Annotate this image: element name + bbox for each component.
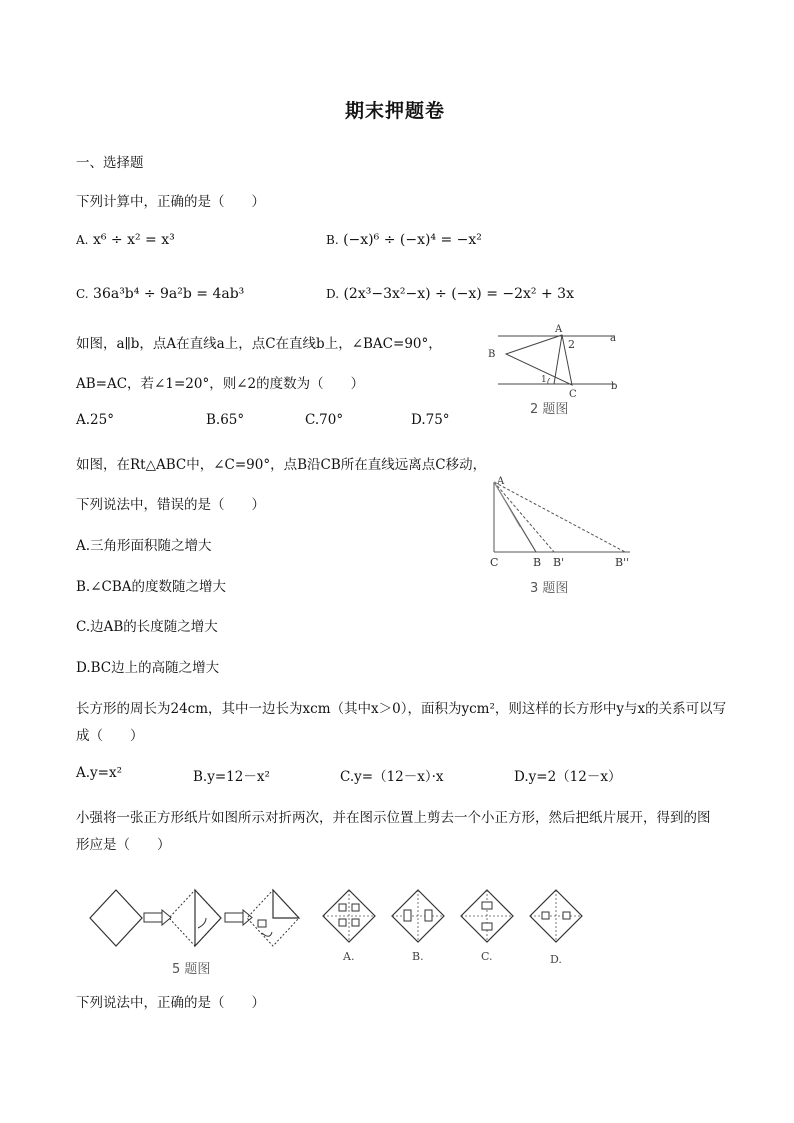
figure-5-choices: [315, 880, 595, 975]
arrow-2: [225, 913, 243, 922]
question-4-option-c: C.y=（12－x）·x: [340, 769, 444, 785]
question-2-option-a: A.25°: [76, 412, 114, 428]
question-2-stem-line1: 如图，a∥b，点A在直线a上，点C在直线b上，∠BAC=90°，: [76, 336, 442, 352]
choice-B-figure: [392, 890, 444, 942]
question-1-stem: 下列计算中，正确的是（ ）: [76, 194, 265, 210]
question-1-option-b: B. (−x)⁶ ÷ (−x)⁴ = −x²: [326, 232, 482, 248]
label-line-b: b: [611, 381, 618, 392]
question-2-option-b: B.65°: [206, 412, 245, 428]
label-angle-2: 2: [568, 338, 575, 351]
question-3-stem-line1: 如图，在Rt△ABC中，∠C=90°，点B沿CB所在直线远离点C移动，: [76, 457, 487, 473]
label-B: B: [533, 556, 542, 569]
side-ab1: [494, 482, 554, 552]
triangle-abc: [506, 335, 572, 385]
page-title: 期末押题卷: [345, 100, 446, 122]
question-3-option-a: A.三角形面积随之增大: [76, 538, 212, 554]
label-C: C: [569, 389, 577, 400]
choice-D-label: D.: [550, 953, 562, 966]
choice-A-figure: [323, 890, 375, 942]
question-5-stem-line1: 小强将一张正方形纸片如图所示对折两次，并在图示位置上剪去一个小正方形，然后把纸片展开，得到的图: [76, 810, 711, 826]
label-angle-1: 1: [541, 375, 547, 385]
question-1-option-d: D. (2x³−3x²−x) ÷ (−x) = −2x² + 3x: [326, 286, 574, 302]
square-paper: [90, 890, 142, 946]
figure-3-diagram: [480, 472, 640, 577]
label-A: A: [555, 324, 563, 335]
choice-B-label: B.: [412, 950, 424, 963]
question-6-stem: 下列说法中，正确的是（ ）: [76, 995, 265, 1011]
question-2-option-c: C.70°: [305, 412, 344, 428]
question-3-option-d: D.BC边上的高随之增大: [76, 660, 220, 676]
question-1-option-a: A. x⁶ ÷ x² = x³: [76, 232, 175, 248]
question-4-option-d: D.y=2（12－x）: [514, 769, 622, 785]
option-b-expr: (−x)⁶ ÷ (−x)⁴ = −x²: [343, 232, 482, 248]
label-line-a: a: [610, 333, 616, 344]
question-4-option-b: B.y=12－x²: [193, 769, 270, 785]
side-ab2: [494, 482, 625, 552]
question-4-stem-line2: 成（ ）: [76, 728, 144, 744]
label-B1: B': [553, 556, 565, 569]
choice-C-figure: [461, 890, 513, 942]
label-C: C: [490, 556, 499, 569]
choice-C-label: C.: [481, 950, 493, 963]
question-4-stem-line1: 长方形的周长为24cm，其中一边长为xcm（其中x＞0），面积为ycm²，则这样的长方形中y与x的关系可以写: [76, 701, 727, 717]
question-5-stem-line2: 形应是（ ）: [76, 837, 171, 853]
figure-5-caption: 5 题图: [172, 962, 211, 977]
question-3-stem-line2: 下列说法中，错误的是（ ）: [76, 497, 265, 513]
choice-A-label: A.: [343, 950, 355, 963]
section-heading: 一、选择题: [76, 155, 144, 171]
label-A: A: [497, 476, 505, 487]
label-B2: B'': [615, 556, 630, 569]
question-3-option-c: C.边AB的长度随之增大: [76, 619, 218, 635]
choice-D-figure: [530, 890, 582, 942]
question-3-option-b: B.∠CBA的度数随之增大: [76, 579, 227, 595]
option-c-expr: 36a³b⁴ ÷ 9a²b = 4ab³: [93, 286, 245, 302]
question-1-option-c: C. 36a³b⁴ ÷ 9a²b = 4ab³: [76, 286, 245, 302]
question-2-stem-line2: AB=AC，若∠1=20°，则∠2的度数为（ ）: [76, 376, 365, 392]
figure-3-caption: 3 题图: [530, 581, 569, 596]
question-2-option-d: D.75°: [411, 412, 450, 428]
question-4-option-a: A.y=x²: [76, 765, 123, 781]
figure-2-caption: 2 题图: [530, 402, 569, 417]
option-d-expr: (2x³−3x²−x) ÷ (−x) = −2x² + 3x: [343, 286, 574, 302]
label-B: B: [488, 349, 496, 360]
arrow-1: [144, 913, 162, 922]
option-a-expr: x⁶ ÷ x² = x³: [92, 232, 175, 248]
